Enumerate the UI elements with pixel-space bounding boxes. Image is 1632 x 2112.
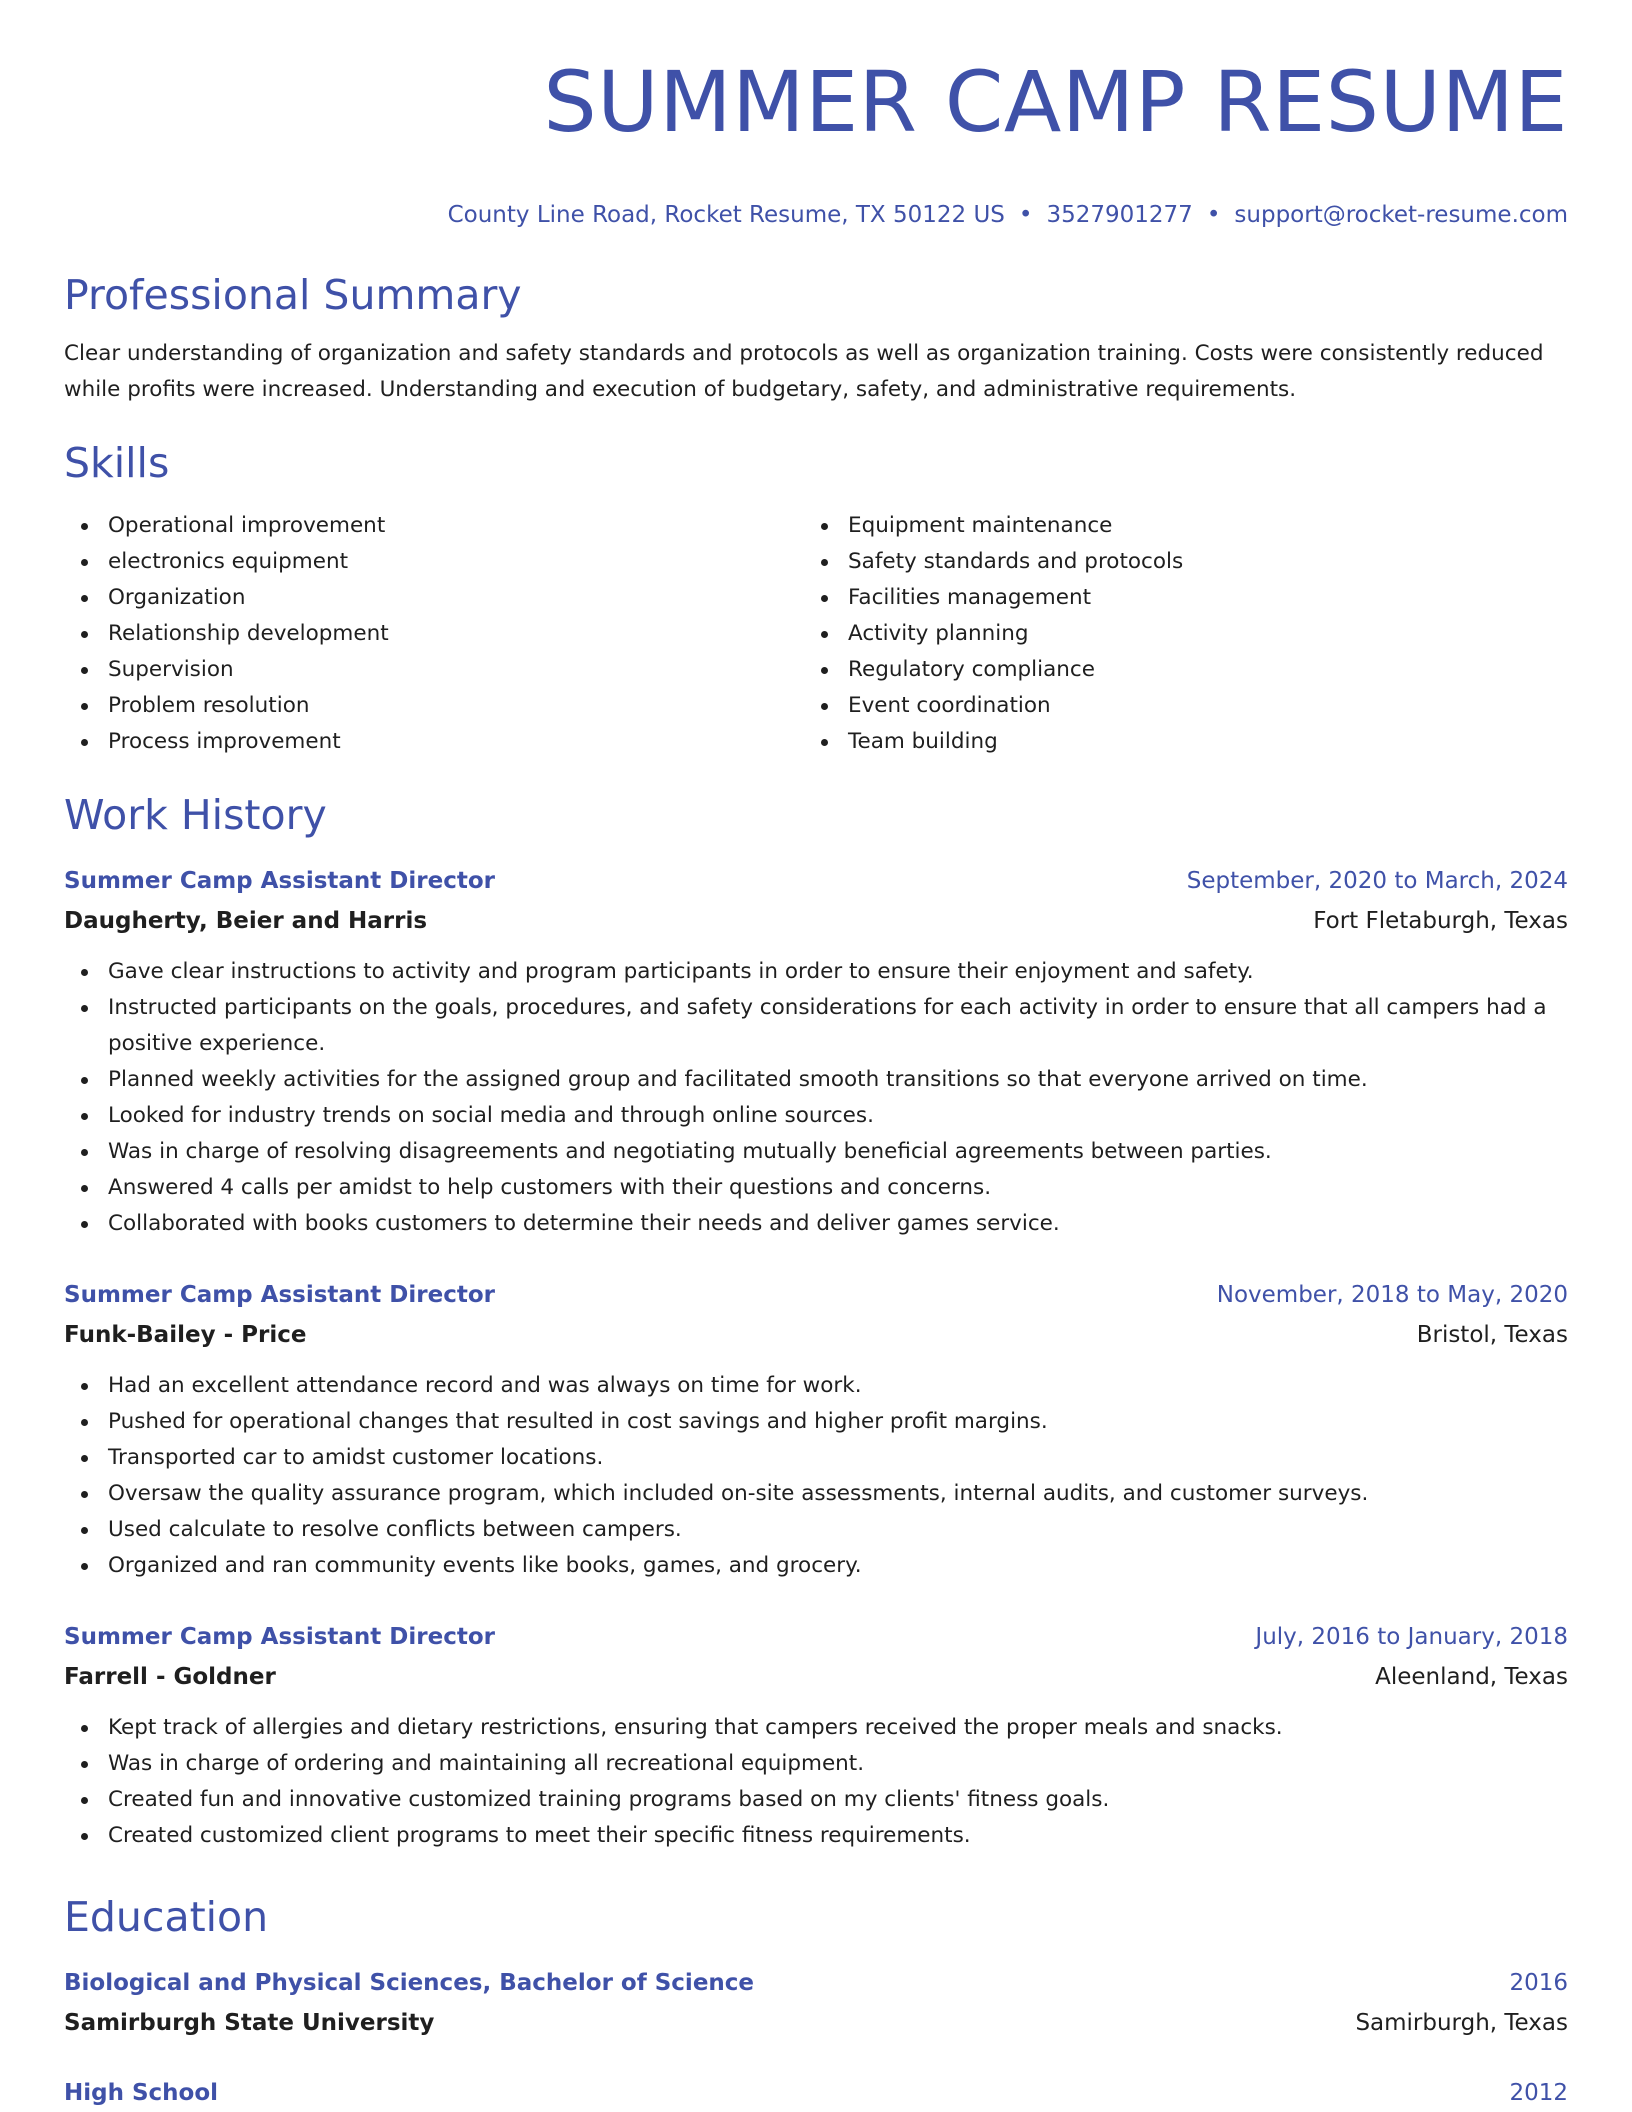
graduation-year: 2012 <box>1509 2080 1568 2106</box>
job-entry <box>64 1622 1568 1854</box>
skill-item: Organization <box>64 580 804 616</box>
separator-2: • <box>1206 202 1221 228</box>
skill-item: Operational improvement <box>64 508 804 544</box>
bullet-item: Created customized client programs to meet their specific fitness requirements. <box>64 1818 1568 1854</box>
skills-list <box>64 508 1568 760</box>
skills-column-right <box>804 508 1544 760</box>
degree: Biological and Physical Sciences, Bachelor of Science <box>64 1970 755 1996</box>
company-name: Farrell - Goldner <box>64 1664 276 1690</box>
phone: 3527901277 <box>1046 202 1193 228</box>
bullet-item: Answered 4 calls per amidst to help customers with their questions and concerns. <box>64 1170 1568 1206</box>
job-title: Summer Camp Assistant Director <box>64 868 495 894</box>
bullet-item: Kept track of allergies and dietary restrictions, ensuring that campers received the proper meals and snacks. <box>64 1710 1568 1746</box>
job-title: Summer Camp Assistant Director <box>64 1624 495 1650</box>
job-subheader <box>64 1662 1568 1692</box>
job-dates: July, 2016 to January, 2018 <box>1255 1624 1568 1650</box>
bullet-item: Gave clear instructions to activity and program participants in order to ensure their enjoyment and safety. <box>64 954 1568 990</box>
resume-header <box>64 0 1568 230</box>
school-location: Samirburgh, Texas <box>1355 2010 1568 2036</box>
summary-heading: Professional Summary <box>64 271 522 319</box>
job-subheader <box>64 1320 1568 1350</box>
job-header <box>64 1622 1568 1652</box>
bullet-item: Used calculate to resolve conflicts between campers. <box>64 1512 1568 1548</box>
job-header <box>64 866 1568 896</box>
job-location: Fort Fletaburgh, Texas <box>1313 908 1568 934</box>
summary-text: Clear understanding of organization and safety standards and protocols as well as organization training. Costs were consistently reduced while profits were increased. Understanding and execution of budgetary, safety, and administrative requirements. <box>64 341 1544 402</box>
skills-column-left <box>64 508 804 760</box>
contact-line <box>64 200 1568 230</box>
bullet-item: Pushed for operational changes that resulted in cost savings and higher profit margins. <box>64 1404 1568 1440</box>
address: County Line Road, Rocket Resume, TX 50122 US <box>447 202 1005 228</box>
skill-item: Equipment maintenance <box>804 508 1544 544</box>
bullet-item: Was in charge of ordering and maintaining all recreational equipment. <box>64 1746 1568 1782</box>
skill-item: Problem resolution <box>64 688 804 724</box>
skill-item: electronics equipment <box>64 544 804 580</box>
bullet-item: Transported car to amidst customer locations. <box>64 1440 1568 1476</box>
job-subheader <box>64 906 1568 936</box>
education-entry <box>64 2078 1568 2108</box>
company-name: Funk-Bailey - Price <box>64 1322 307 1348</box>
skill-item: Relationship development <box>64 616 804 652</box>
education-header <box>64 2078 1568 2108</box>
skill-item: Supervision <box>64 652 804 688</box>
company-name: Daugherty, Beier and Harris <box>64 908 428 934</box>
bullet-item: Organized and ran community events like books, games, and grocery. <box>64 1548 1568 1584</box>
education-heading: Education <box>64 1893 269 1941</box>
skill-item: Safety standards and protocols <box>804 544 1544 580</box>
job-bullets <box>64 1368 1568 1584</box>
skills-heading: Skills <box>64 439 170 487</box>
separator-1: • <box>1018 202 1033 228</box>
job-bullets <box>64 1710 1568 1854</box>
job-location: Aleenland, Texas <box>1375 1664 1568 1690</box>
skill-item: Activity planning <box>804 616 1544 652</box>
graduation-year: 2016 <box>1509 1970 1568 1996</box>
skill-item: Regulatory compliance <box>804 652 1544 688</box>
skill-item: Event coordination <box>804 688 1544 724</box>
education-entry <box>64 1968 1568 2038</box>
email-link[interactable]: support@rocket-resume.com <box>1234 202 1568 228</box>
job-bullets <box>64 954 1568 1242</box>
job-header <box>64 1280 1568 1310</box>
job-dates: November, 2018 to May, 2020 <box>1216 1282 1568 1308</box>
resume-name: SUMMER CAMP RESUME <box>543 53 1568 151</box>
job-entry <box>64 866 1568 1242</box>
job-location: Bristol, Texas <box>1416 1322 1568 1348</box>
school-name: Samirburgh State University <box>64 2010 435 2036</box>
bullet-item: Oversaw the quality assurance program, which included on-site assessments, internal audits, and customer surveys. <box>64 1476 1568 1512</box>
job-dates: September, 2020 to March, 2024 <box>1186 868 1568 894</box>
bullet-item: Was in charge of resolving disagreements and negotiating mutually beneficial agreements between parties. <box>64 1134 1568 1170</box>
job-entry <box>64 1280 1568 1584</box>
job-title: Summer Camp Assistant Director <box>64 1282 495 1308</box>
bullet-item: Instructed participants on the goals, procedures, and safety considerations for each activity in order to ensure that all campers had a positive experience. <box>64 990 1568 1062</box>
bullet-item: Created fun and innovative customized training programs based on my clients' fitness goals. <box>64 1782 1568 1818</box>
bullet-item: Had an excellent attendance record and was always on time for work. <box>64 1368 1568 1404</box>
skill-item: Facilities management <box>804 580 1544 616</box>
work-history-heading: Work History <box>64 791 327 839</box>
degree: High School <box>64 2080 219 2106</box>
education-header <box>64 1968 1568 1998</box>
education-subheader <box>64 2008 1568 2038</box>
bullet-item: Planned weekly activities for the assigned group and facilitated smooth transitions so that everyone arrived on time. <box>64 1062 1568 1098</box>
bullet-item: Looked for industry trends on social media and through online sources. <box>64 1098 1568 1134</box>
skill-item: Process improvement <box>64 724 804 760</box>
skill-item: Team building <box>804 724 1544 760</box>
bullet-item: Collaborated with books customers to determine their needs and deliver games service. <box>64 1206 1568 1242</box>
